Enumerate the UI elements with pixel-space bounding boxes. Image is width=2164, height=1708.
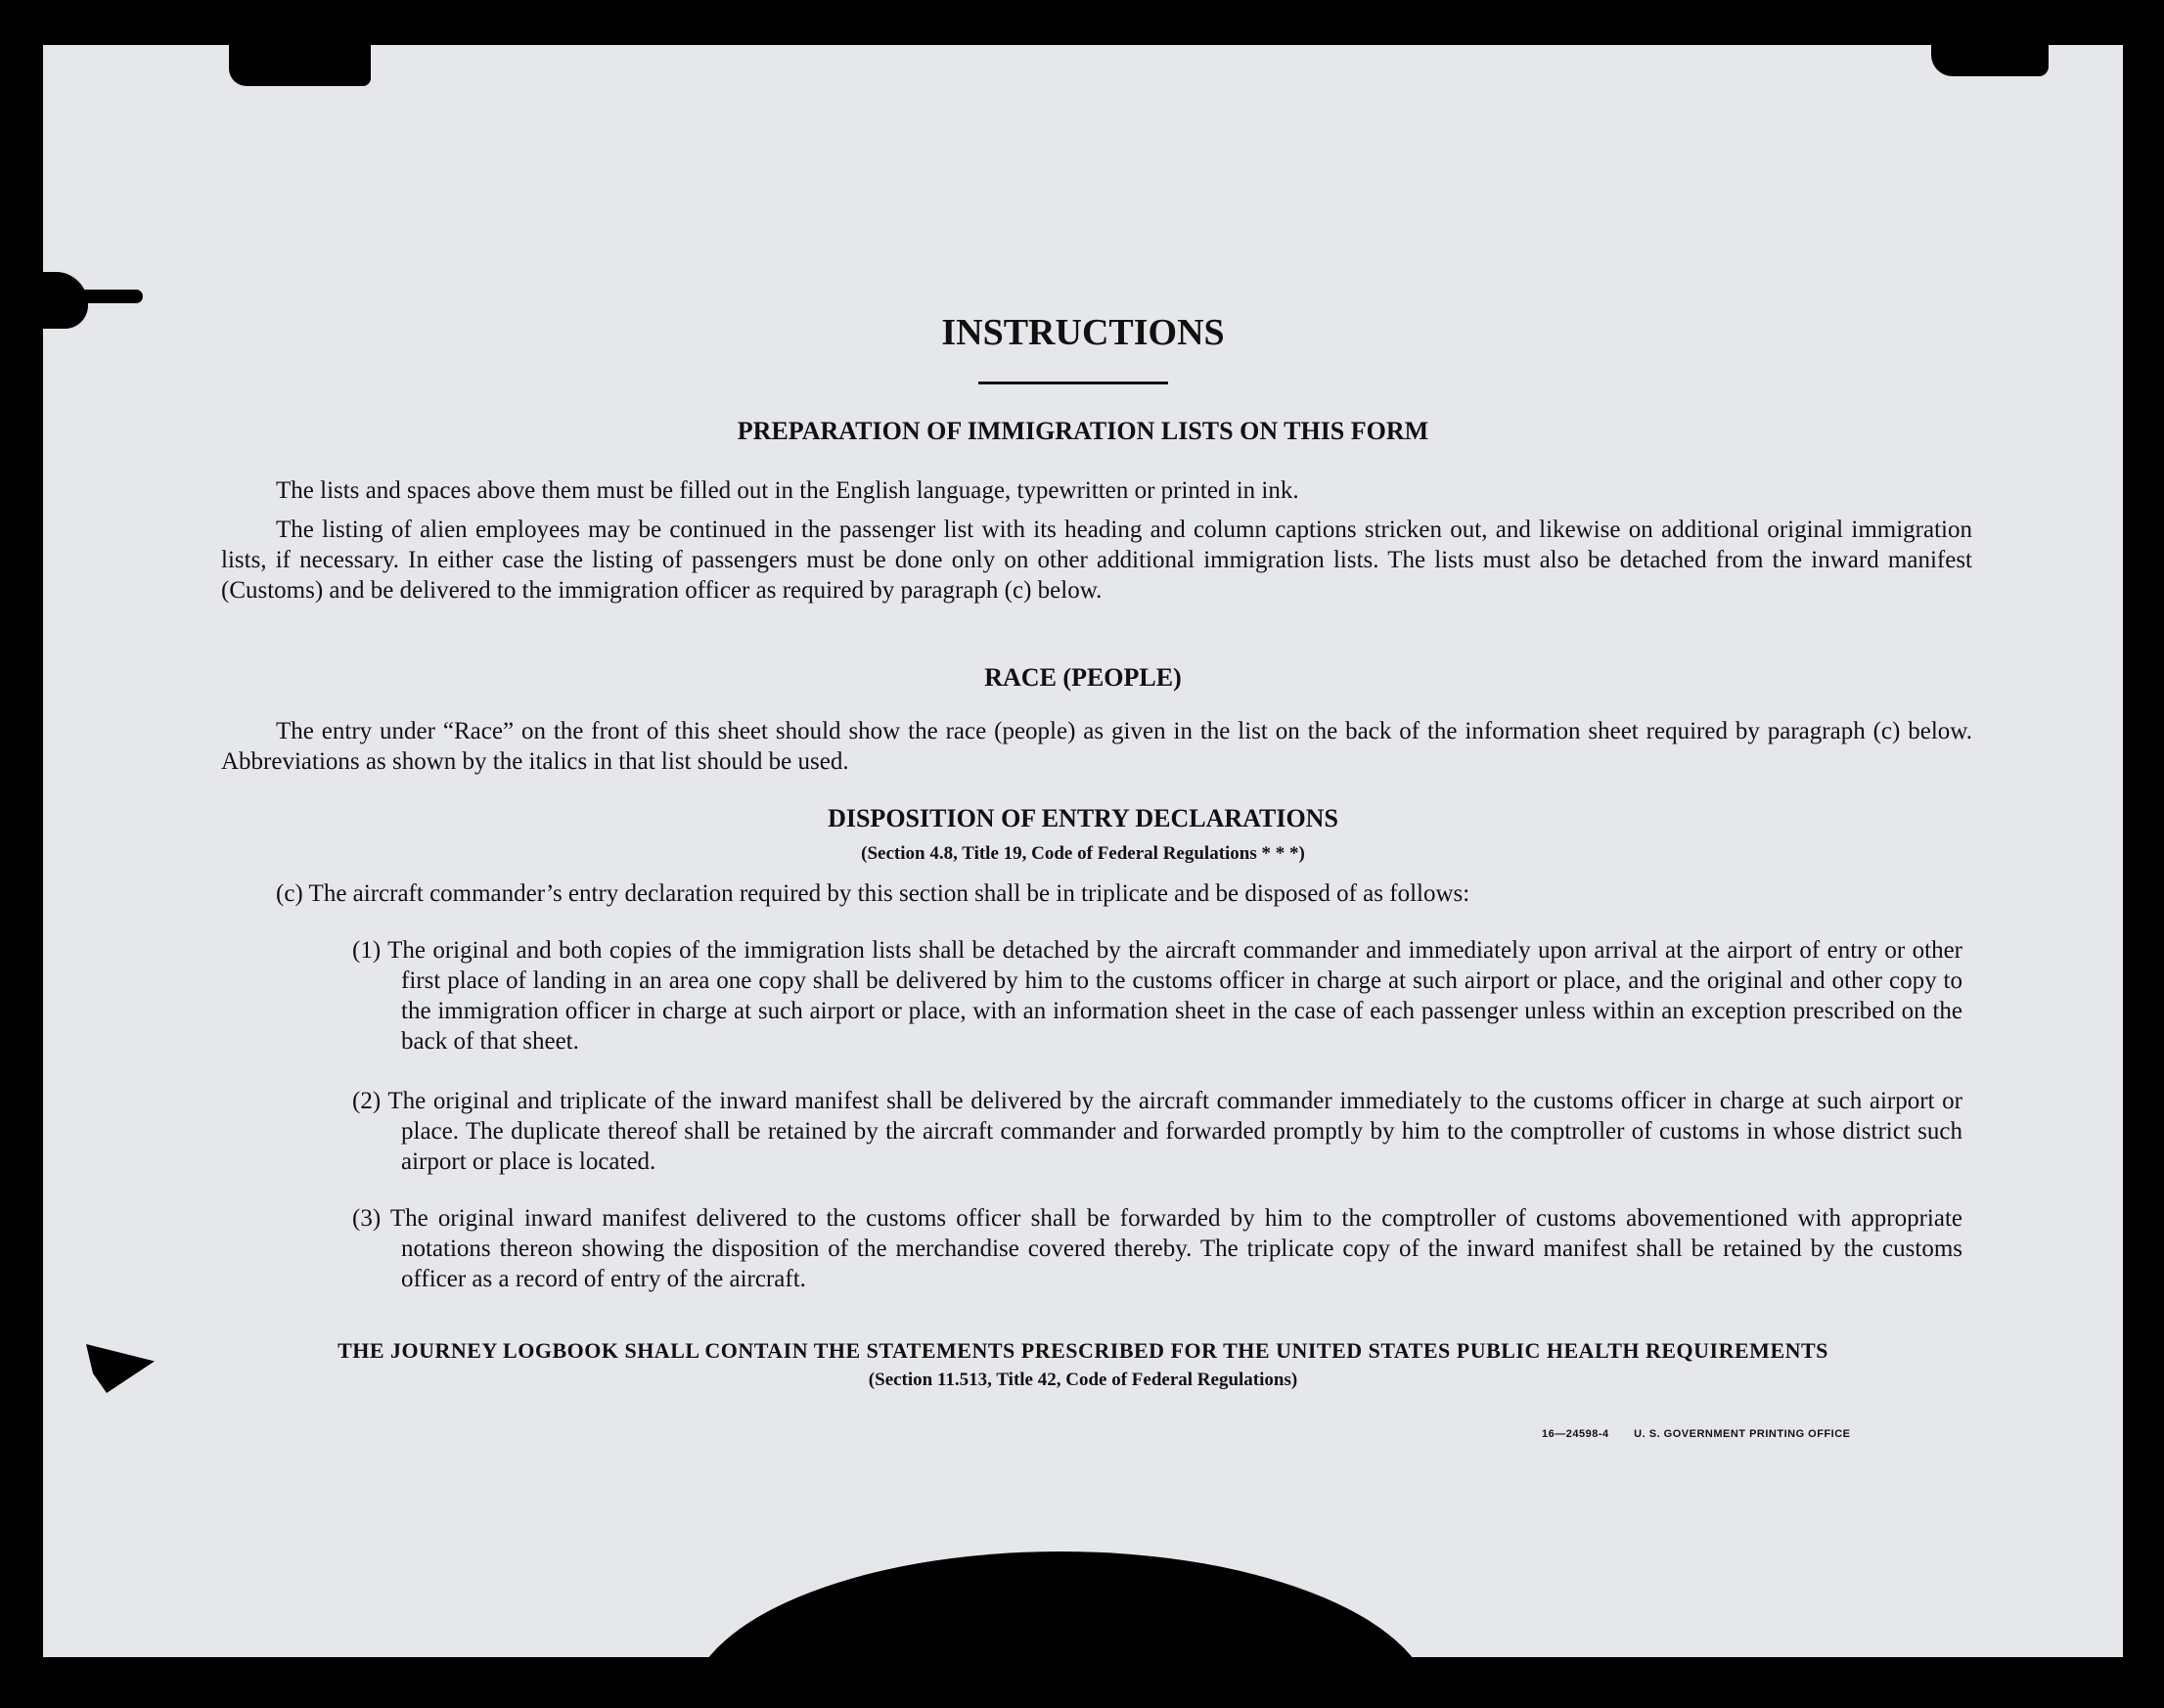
- document-page: [43, 45, 2123, 1657]
- paragraph-race: The entry under “Race” on the front of this sheet should show the race (people) as given in the list on the back of the information sheet required by paragraph (c) below. Abbreviations as shown by the italics in that list should be used.: [221, 718, 1972, 775]
- printer-name: U. S. GOVERNMENT PRINTING OFFICE: [1634, 1428, 1851, 1440]
- list-item-1: (1) The original and both copies of the immigration lists shall be detached by the aircraft commander and immediately upon arrival at the airport of entry or other first place of landing in an area one copy shall be delivered by him to the customs officer in charge at such airport or place, and the original and other copy to the immigration officer in charge at such airport or place, with an information sheet in the case of each passenger unless within an exception prescribed on the back of that sheet.: [352, 937, 1962, 1055]
- citation-disposition: (Section 4.8, Title 19, Code of Federal Regulations * * *): [861, 843, 1305, 864]
- page-title: INSTRUCTIONS: [941, 312, 1225, 353]
- list-item-3: (3) The original inward manifest delivered to the customs officer shall be forwarded by him to the comptroller of customs abovementioned with appropriate notations thereon showing the disposition of the merchandise covered thereby. The triplicate copy of the inward manifest shall be retained by the customs officer as a record of entry of the aircraft.: [352, 1205, 1962, 1292]
- form-number: 16—24598-4: [1542, 1428, 1609, 1440]
- title-underline: [978, 382, 1168, 384]
- torn-edge-top-right: [1931, 43, 2049, 76]
- paragraph-preparation-2: The listing of alien employees may be continued in the passenger list with its heading and column captions stricken out, and likewise on additional original immigration lists, if necessary. In either case the listing of passengers must be done only on other additional immigration lists. The lists must also be detached from the inward manifest (Customs) and be delivered to the immigration officer as required by paragraph (c) below.: [221, 517, 1972, 604]
- torn-edge-left-tab: [84, 290, 143, 303]
- footer-citation: (Section 11.513, Title 42, Code of Federal Regulations): [868, 1370, 1298, 1390]
- paragraph-preparation-1: The lists and spaces above them must be filled out in the English language, typewritten or printed in ink.: [276, 477, 1299, 504]
- torn-edge-bottom: [689, 1551, 1432, 1708]
- heading-preparation: PREPARATION OF IMMIGRATION LISTS ON THIS FORM: [737, 417, 1429, 445]
- heading-disposition: DISPOSITION OF ENTRY DECLARATIONS: [828, 804, 1338, 832]
- torn-edge-top-left: [229, 43, 371, 86]
- heading-race: RACE (PEOPLE): [984, 663, 1182, 692]
- paragraph-disposition-intro: (c) The aircraft commander’s entry declaration required by this section shall be in triplicate and be disposed of as follows:: [276, 880, 1470, 907]
- list-item-2: (2) The original and triplicate of the inward manifest shall be delivered by the aircraft commander immediately to the customs officer in charge at such airport or place. The duplicate thereof shall be retained by the aircraft commander and forwarded promptly by him to the comptroller of customs in whose district such airport or place is located.: [352, 1088, 1962, 1175]
- footer-statement: THE JOURNEY LOGBOOK SHALL CONTAIN THE STATEMENTS PRESCRIBED FOR THE UNITED STATES PUBLIC HEALTH REQUIREMENTS: [338, 1338, 1828, 1363]
- printer-imprint: [1542, 1428, 1872, 1440]
